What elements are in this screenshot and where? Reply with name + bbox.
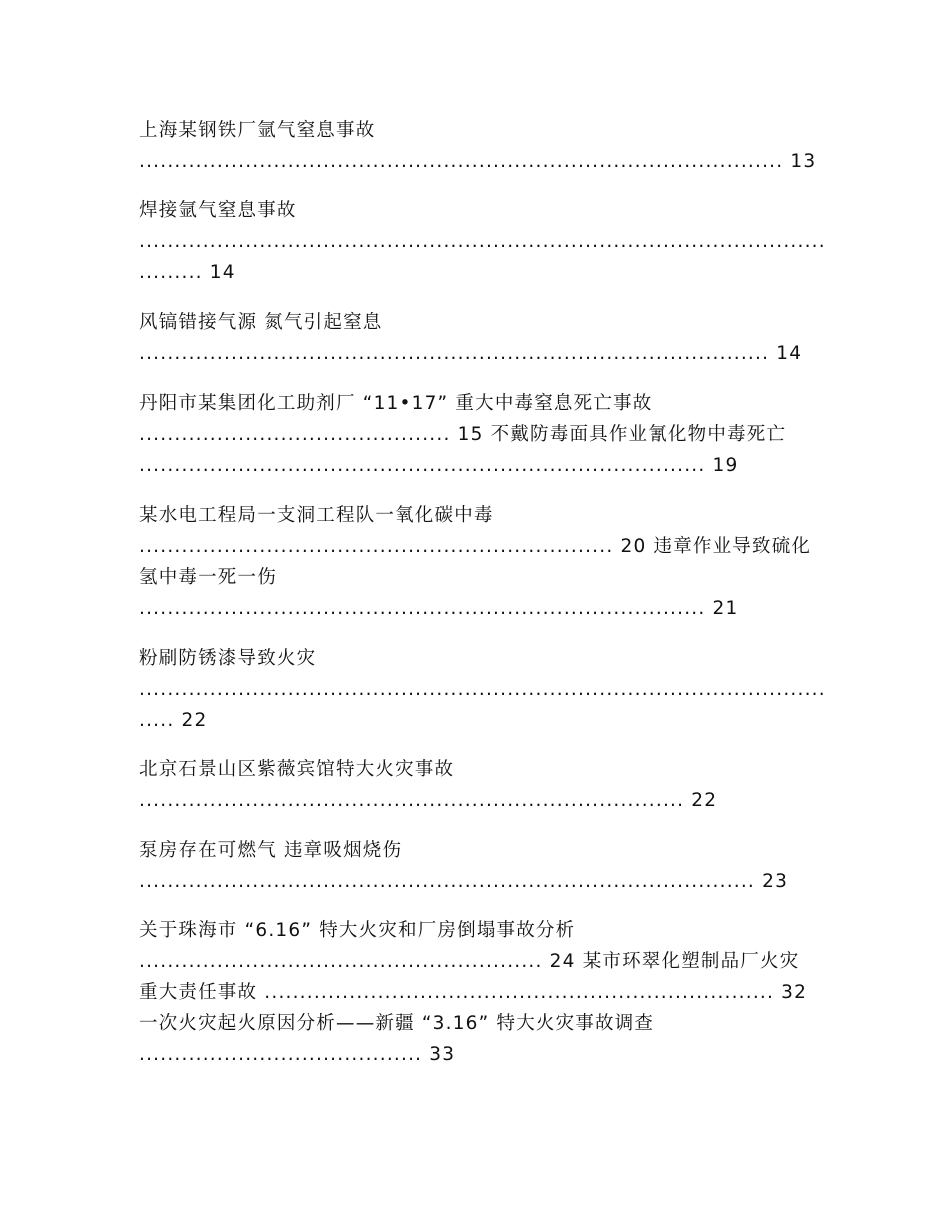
toc-line: 北京石景山区紫薇宾馆特大火灾事故 <box>139 759 455 780</box>
toc-line: ................................................................... 20 违章作业导致硫化 <box>139 536 812 557</box>
toc-line: 关于珠海市 “6.16” 特大火灾和厂房倒塌事故分析 <box>139 920 576 941</box>
toc-line: 氢中毒一死一伤 <box>139 567 277 588</box>
toc-line: ......................................................... 24 某市环翠化塑制品厂火灾 <box>139 951 800 972</box>
toc-line: ........................................ 33 <box>139 1044 456 1065</box>
toc-line: 重大责任事故 ........................................................................ 32 <box>139 982 808 1003</box>
toc-line: 一次火灾起火原因分析——新疆 “3.16” 特大火灾事故调查 <box>139 1013 655 1034</box>
toc-line: ........................................................................................... 13 <box>139 151 817 172</box>
toc-line: ............................................................................. 22 <box>139 790 718 811</box>
toc-line: 上海某钢铁厂氩气窒息事故 <box>139 120 376 141</box>
toc-line: 某水电工程局一支洞工程队一氧化碳中毒 <box>139 505 494 526</box>
toc-line: ......................................................................................... 14 <box>139 343 803 364</box>
toc-line: 泵房存在可燃气 违章吸烟烧伤 <box>139 840 403 861</box>
toc-line: 焊接氩气窒息事故 <box>139 200 297 221</box>
toc-line: ..... 22 <box>139 710 208 731</box>
toc-line: ................................................................................................. <box>139 231 826 252</box>
toc-line: ............................................ 15 不戴防毒面具作业氰化物中毒死亡 <box>139 424 787 445</box>
toc-line: 丹阳市某集团化工助剂厂 “11•17” 重大中毒窒息死亡事故 <box>139 393 653 414</box>
toc-line: ................................................................................ 21 <box>139 598 739 619</box>
toc-line: ................................................................................ 19 <box>139 455 739 476</box>
toc-line: ................................................................................................. <box>139 679 826 700</box>
toc-line: ......... 14 <box>139 262 236 283</box>
toc-line: ....................................................................................... 23 <box>139 871 789 892</box>
toc-line: 风镐错接气源 氮气引起窒息 <box>139 312 383 333</box>
toc-line: 粉刷防锈漆导致火灾 <box>139 648 317 669</box>
